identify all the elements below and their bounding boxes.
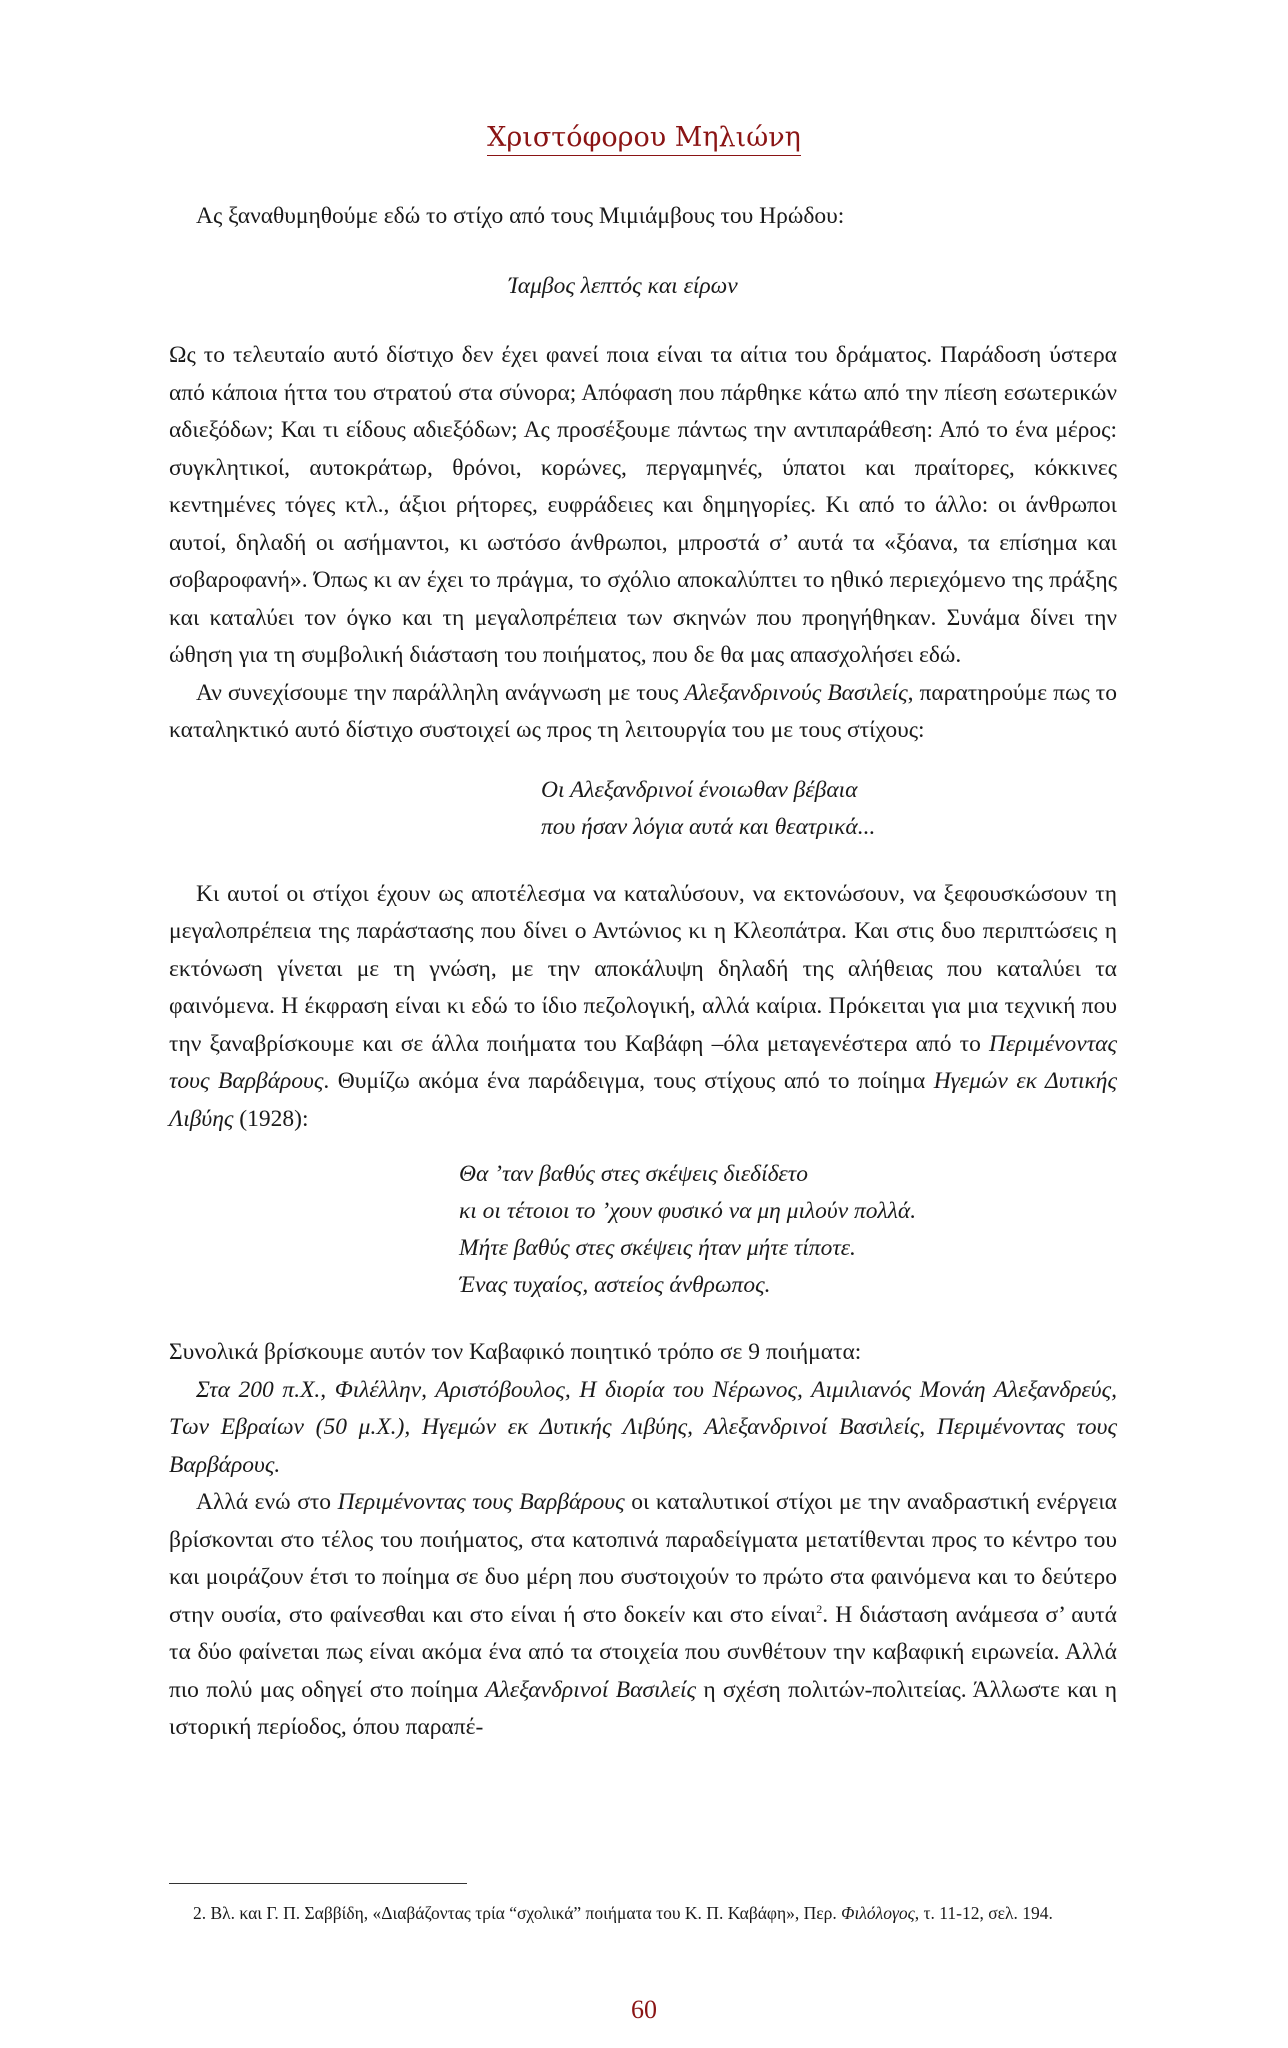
paragraph-7-text-a: Αλλά ενώ στο xyxy=(196,1489,338,1515)
verse-3-line-3: Μήτε βαθύς στες σκέψεις ήταν μήτε τίποτε. xyxy=(459,1235,856,1261)
paragraph-4-text-b: . Θυμίζω ακόμα ένα παράδειγμα, τους στίχους από το ποίημα xyxy=(323,1068,934,1094)
paragraph-1: Ας ξαναθυμηθούμε εδώ το στίχο από τους Μιμιάμβους του Ηρώδου: xyxy=(196,203,845,229)
verse-2-line-1: Οι Αλεξανδρινοί ένοιωθαν βέβαια xyxy=(541,776,858,803)
paragraph-7-text-d: η σχέση πολιτών-πολιτείας. Άλλωστε και η ιστορική περίοδος, όπου παραπέ- xyxy=(169,1676,1117,1740)
paragraph-5: Συνολικά βρίσκουμε αυτόν τον Καβαφικό ποιητικό τρόπο σε 9 ποιήματα: xyxy=(169,1339,862,1365)
paragraph-3-title: Αλεξανδρινούς Βασιλείς xyxy=(684,679,908,706)
verse-3-line-1: Θα ’ταν βαθύς στες σκέψεις διεδίδετο xyxy=(459,1161,808,1187)
running-header xyxy=(0,122,1288,153)
paragraph-7-title-2: Αλεξανδρινοί Βασιλείς xyxy=(485,1676,697,1703)
paragraph-7-text-c: . Η διάσταση ανάμεσα σ’ αυτά τα δύο φαίνεται πως είναι ακόμα ένα από τα στοιχεία που συνθέτουν την καβαφική ειρωνεία. Αλλά πιο πολύ μας οδηγεί στο ποίημα xyxy=(169,1601,1117,1703)
paragraph-4-title-2: Ηγεμών εκ Δυτικής Λιβύης xyxy=(169,1068,1117,1132)
paragraph-4-title-1: Περιμένοντας τους Βαρβάρους xyxy=(169,1030,1117,1094)
paragraph-4-text-a: Κι αυτοί οι στίχοι έχουν ως αποτέλεσμα να καταλύσουν, να εκτονώσουν, να ξεφουσκώσουν τη μεγαλοπρέπεια της παράστασης που δίνει ο Αντώνιος κι η Κλεοπάτρα. Και στις δυο περιπτώσεις η εκτόνωση γίνεται με τη γνώση, με την αποκάλυψη δηλαδή της αλήθειας που καταλύει τα φαινόμενα. Η έκφραση είναι κι εδώ το ίδιο πεζολογική, αλλά καίρια. Πρόκειται για μια τεχνική που την ξαναβρίσκουμε και σε άλλα ποιήματα του Καβάφη –όλα μεταγενέστερα από το xyxy=(169,880,1117,1057)
paragraph-7-text-b: οι καταλυτικοί στίχοι με την αναδραστική ενέργεια βρίσκονται στο τέλος του ποιήματος, στα κατοπινά παραδείγματα μετατίθενται προς το κέντρο του και μοιράζουν έτσι το ποίημα σε δυο μέρη που συστοιχούν το πρώτο στα φαινόμενα και το δεύτερο στην ουσία, στο φαίνεσθαι και στο είναι ή στο δοκείν και στο είναι xyxy=(169,1489,1117,1628)
paragraph-7-title-1: Περιμένοντας τους Βαρβάρους xyxy=(337,1489,625,1515)
paragraph-3-text-b: , παρατηρούμε πως το καταληκτικό αυτό δίστιχο συστοιχεί ως προς τη λειτουργία του με τους στίχους: xyxy=(169,679,1117,743)
paragraph-4-text-c: (1928): xyxy=(233,1105,309,1132)
paragraph-6-poem-list: Στα 200 π.Χ., Φιλέλλην, Αριστόβουλος, Η διορία του Νέρωνος, Αιμιλιανός Μονάη Αλεξανδρεύς, Των Εβραίων (50 μ.Χ.), Ηγεμών εκ Δυτικής Λιβύης, Αλεξανδρινοί Βασιλείς, Περιμένοντας τους Βαρβάρους. xyxy=(169,1376,1117,1478)
verse-3-line-2: κι οι τέτοιοι το ’χουν φυσικό να μη μιλούν πολλά. xyxy=(459,1198,917,1224)
verse-3-line-4: Ένας τυχαίος, αστείος άνθρωπος. xyxy=(459,1272,771,1298)
verse-2-line-2: που ήσαν λόγια αυτά και θεατρικά... xyxy=(541,813,876,840)
footnote-journal: Φιλόλογος xyxy=(841,1903,915,1923)
paragraph-2: Ως το τελευταίο αυτό δίστιχο δεν έχει φανεί ποια είναι τα αίτια του δράματος. Παράδοση ύστερα από κάποια ήττα του στρατού στα σύνορα; Απόφαση που πάρθηκε κάτω από την πίεση εσωτερικών αδιεξόδων; Και τι είδους αδιεξόδων; Ας προσέξουμε πάντως την αντιπαράθεση: Από το ένα μέρος: συγκλητικοί, αυτοκράτωρ, θρόνοι, κορώνες, περγαμηνές, ύπατοι και πραίτορες, κόκκινες κεντημένες τόγες κτλ., άξιοι ρήτορες, ευφράδειες και δημηγορίες. Κι από το άλλο: οι άνθρωποι αυτοί, δηλαδή οι ασήμαντοι, κι ωστόσο άνθρωποι, μπροστά σ’ αυτά τα «ξόανα, τα επίσημα και σοβαροφανή». Όπως κι αν έχει το πράγμα, το σχόλιο αποκαλύπτει το ηθικό περιεχόμενο της πράξης και καταλύει τον όγκο και τη μεγαλοπρέπεια των σκηνών που προηγήθηκαν. Συνάμα δίνει την ώθηση για τη συμβολική διάσταση του ποιήματος, που δε θα μας απασχολήσει εδώ. xyxy=(169,342,1117,668)
header-title: Χριστόφορου Μηλιώνη xyxy=(487,122,801,156)
verse-quote-3 xyxy=(459,1156,1117,1304)
footnote-ref-2[interactable]: 2 xyxy=(816,1601,823,1616)
footnote-divider xyxy=(169,1883,467,1884)
verse-quote-1: Ίαμβος λεπτός και είρων xyxy=(508,272,738,299)
paragraph-3 xyxy=(169,675,1117,750)
body-text xyxy=(169,198,1117,1747)
paragraph-7 xyxy=(169,1484,1117,1747)
footnote-text-b: , τ. 11-12, σελ. 194. xyxy=(914,1903,1053,1923)
footnote-text-a: 2. Βλ. και Γ. Π. Σαββίδη, «Διαβάζοντας τρία “σχολικά” ποιήματα του Κ. Π. Καβάφη», Περ. xyxy=(193,1903,842,1923)
verse-quote-2 xyxy=(541,772,1117,846)
paragraph-3-text-a: Αν συνεχίσουμε την παράλληλη ανάγνωση με τους xyxy=(196,679,685,706)
paragraph-4 xyxy=(169,876,1117,1139)
page-number: 60 xyxy=(631,1995,657,2024)
footnote-2 xyxy=(193,1900,1113,1926)
